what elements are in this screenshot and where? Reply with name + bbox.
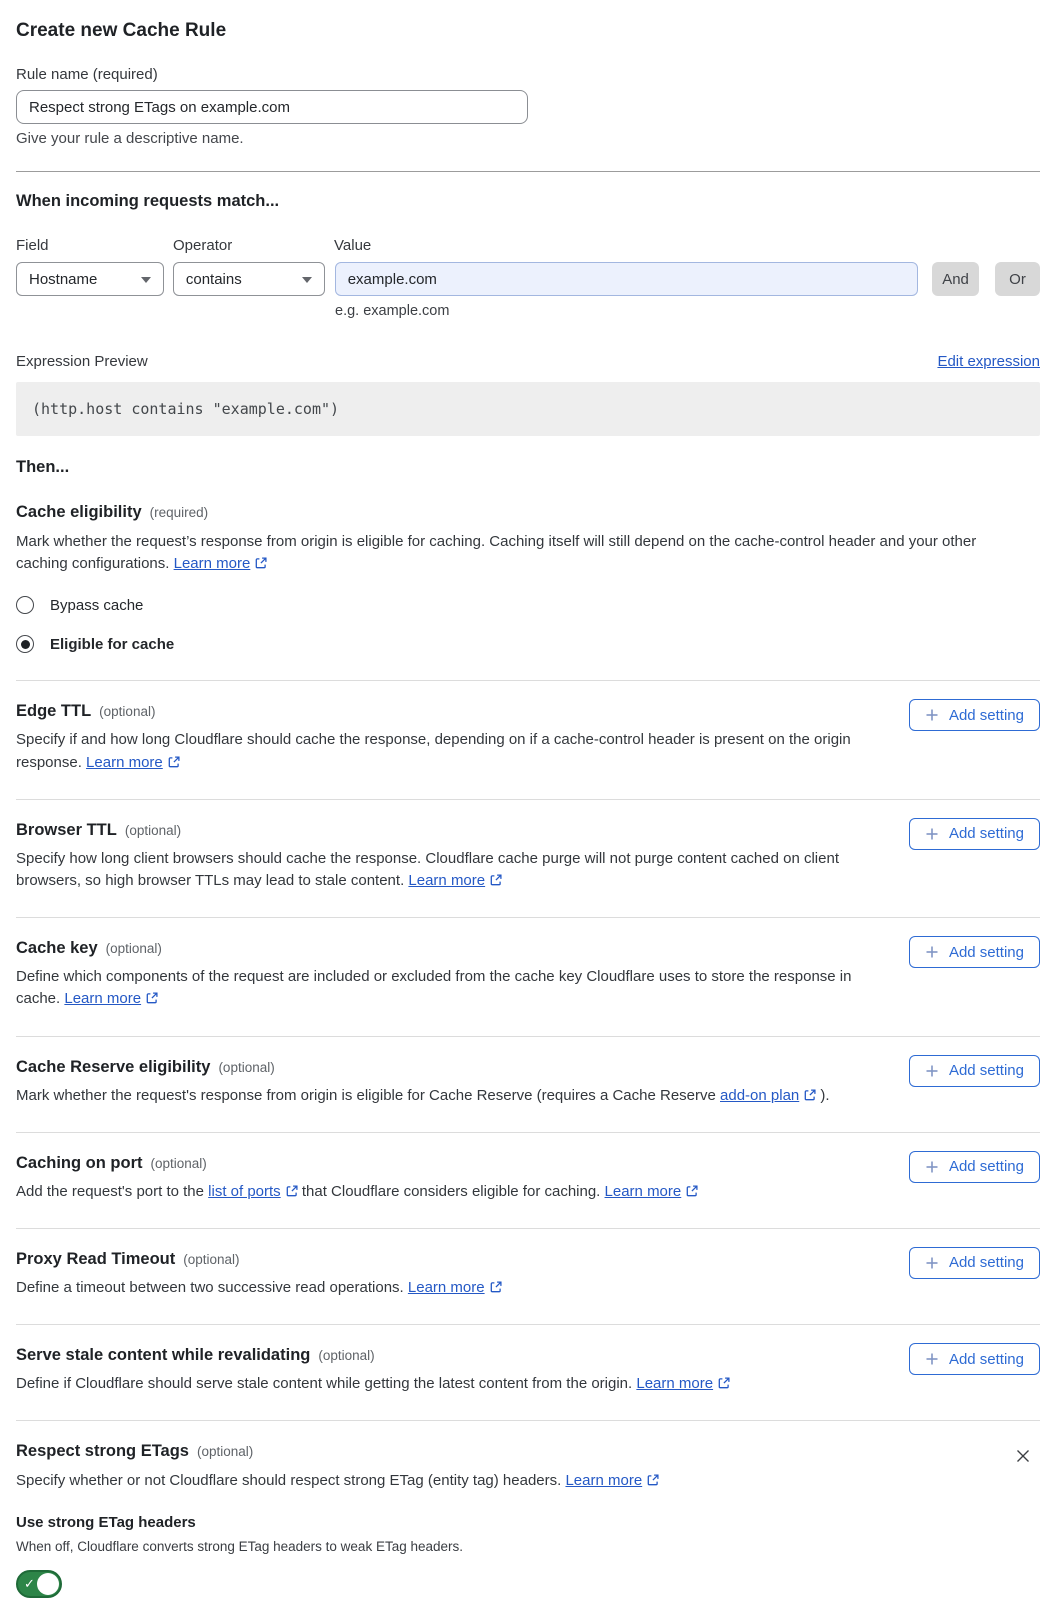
add-setting-label: Add setting	[948, 1062, 1024, 1079]
cache-eligibility-options	[16, 596, 1040, 653]
plus-icon	[925, 945, 939, 959]
rule-name-input[interactable]	[16, 90, 528, 124]
setting-title: Cache key	[16, 939, 98, 958]
strong-etag-toggle[interactable]	[16, 1570, 62, 1598]
description-text: Add the request's port to the	[16, 1182, 209, 1200]
add-setting-label: Add setting	[948, 943, 1024, 961]
setting-description	[16, 1181, 876, 1203]
description-text: Define which components of the request are included or excluded from the cache key Cloudflare uses to store the response in cache.	[16, 968, 852, 1008]
setting-title: Edge TTL	[16, 702, 92, 721]
learn-more-link[interactable]: Learn more	[64, 990, 158, 1007]
setting-description	[16, 1085, 876, 1107]
add-setting-button[interactable]	[909, 818, 1040, 850]
external-link-icon	[255, 557, 267, 569]
value-input[interactable]	[335, 262, 918, 296]
setting-row-serve-stale-content-while-revalidating	[16, 1324, 1040, 1420]
then-heading: Then...	[16, 458, 70, 476]
field-select[interactable]	[16, 262, 164, 296]
learn-more-link[interactable]: Learn more	[174, 555, 268, 572]
external-link-icon	[286, 1185, 298, 1197]
plus-icon	[925, 827, 939, 841]
add-setting-label: Add setting	[948, 825, 1024, 843]
cache-eligibility-tag: (required)	[149, 505, 209, 520]
chevron-down-icon	[141, 277, 151, 283]
setting-tag: (optional)	[318, 1348, 375, 1364]
field-select-value: Hostname	[29, 270, 98, 288]
match-condition-row	[16, 262, 1040, 296]
plus-icon	[925, 1064, 939, 1078]
description-text: Mark whether the request’s response from origin is eligible for caching. Caching itself will still depend on the cache-control header and your other caching configurations.	[16, 533, 977, 573]
rule-name-helper: Give your rule a descriptive name.	[16, 130, 244, 147]
setting-row-cache-reserve-eligibility	[16, 1036, 1040, 1132]
cache-eligibility-section	[16, 503, 1040, 653]
setting-row-caching-on-port	[16, 1132, 1040, 1228]
external-link-icon	[647, 1474, 659, 1486]
description-text: Define a timeout between two successive read operations.	[16, 1278, 408, 1296]
plus-icon	[925, 708, 939, 722]
add-setting-label: Add setting	[948, 706, 1024, 724]
etags-subheading: Use strong ETag headers	[16, 1514, 196, 1532]
learn-more-link[interactable]: Learn more	[636, 1375, 730, 1392]
chevron-down-icon	[302, 277, 312, 283]
plus-icon	[925, 1256, 939, 1270]
radio-dot	[21, 640, 30, 649]
radio-unselected-icon	[16, 596, 34, 614]
learn-more-link[interactable]: Learn more	[408, 1279, 502, 1296]
field-label: Field	[16, 237, 49, 254]
add-on-plan-link[interactable]: add-on plan	[720, 1087, 816, 1104]
expression-preview-label: Expression Preview	[16, 353, 148, 370]
setting-tag: (optional)	[105, 941, 162, 957]
add-setting-button[interactable]	[909, 936, 1040, 968]
value-label: Value	[334, 237, 372, 254]
setting-description	[16, 848, 876, 892]
optional-settings-list	[16, 680, 1040, 1420]
divider	[16, 171, 1040, 172]
add-setting-button[interactable]	[909, 1151, 1040, 1183]
external-link-icon	[718, 1377, 730, 1389]
setting-description	[16, 966, 876, 1010]
respect-strong-etags-section	[16, 1420, 1040, 1598]
or-button[interactable]: Or	[995, 262, 1040, 296]
description-text: Specify if and how long Cloudflare should cache the response, depending on if a cache-control header is present on the origin response.	[16, 731, 851, 771]
setting-row-browser-ttl	[16, 799, 1040, 917]
operator-select-value: contains	[185, 270, 242, 288]
setting-row-edge-ttl	[16, 680, 1040, 798]
setting-row-cache-key	[16, 917, 1040, 1035]
rule-name-label: Rule name (required)	[16, 66, 158, 83]
radio-selected-icon	[16, 635, 34, 653]
match-column-labels	[16, 237, 1040, 254]
description-text: Specify how long client browsers should cache the response. Cloudflare cache purge will not purge content cached on client browsers, so high browser TTLs may lead to stale content.	[16, 849, 839, 889]
setting-description	[16, 1373, 876, 1395]
description-text: Specify whether or not Cloudflare should respect strong ETag (entity tag) headers.	[16, 1472, 566, 1490]
add-setting-button[interactable]	[909, 1055, 1040, 1087]
description-text: Mark whether the request's response from origin is eligible for Cache Reserve (requires a Cache Reserve	[16, 1086, 721, 1104]
setting-description	[16, 729, 876, 773]
setting-title: Serve stale content while revalidating	[16, 1346, 311, 1365]
radio-option-label: Eligible for cache	[50, 635, 175, 653]
value-helper: e.g. example.com	[335, 303, 450, 319]
radio-option-label: Bypass cache	[50, 596, 144, 614]
learn-more-link[interactable]: Learn more	[605, 1183, 699, 1200]
setting-title: Proxy Read Timeout	[16, 1249, 176, 1268]
match-heading: When incoming requests match...	[16, 192, 280, 210]
etags-note: When off, Cloudflare converts strong ETag headers to weak ETag headers.	[16, 1539, 464, 1555]
setting-tag: (optional)	[150, 1155, 207, 1171]
add-setting-button[interactable]	[909, 1343, 1040, 1375]
description-text: ).	[816, 1086, 830, 1104]
add-setting-label: Add setting	[948, 1158, 1024, 1176]
operator-select[interactable]	[173, 262, 325, 296]
setting-title: Caching on port	[16, 1153, 143, 1172]
add-setting-label: Add setting	[948, 1350, 1024, 1368]
and-button[interactable]: And	[932, 262, 979, 296]
list-of-ports-link[interactable]: list of ports	[208, 1183, 298, 1200]
setting-title: Browser TTL	[16, 820, 117, 839]
setting-tag: (optional)	[183, 1251, 240, 1267]
cache-eligibility-description	[16, 531, 1028, 575]
setting-tag: (optional)	[218, 1059, 275, 1075]
close-icon[interactable]	[1012, 1445, 1034, 1470]
cache-eligibility-title: Cache eligibility	[16, 503, 142, 521]
description-text: Define if Cloudflare should serve stale content while getting the latest content from the origin.	[16, 1375, 637, 1393]
external-link-icon	[168, 756, 180, 768]
radio-option-eligible-for-cache[interactable]	[16, 635, 1040, 653]
learn-more-link[interactable]: Learn more	[408, 872, 502, 889]
add-setting-button[interactable]	[909, 1247, 1040, 1279]
setting-description	[16, 1277, 876, 1299]
learn-more-link[interactable]: Learn more	[565, 1472, 659, 1489]
expression-preview-code: (http.host contains "example.com")	[16, 382, 1040, 436]
setting-row-proxy-read-timeout	[16, 1228, 1040, 1324]
setting-tag: (optional)	[124, 822, 182, 838]
external-link-icon	[146, 992, 158, 1004]
add-setting-label: Add setting	[948, 1254, 1024, 1272]
external-link-icon	[490, 1281, 502, 1293]
edit-expression-link[interactable]: Edit expression	[937, 353, 1040, 370]
external-link-icon	[804, 1089, 816, 1101]
page-title: Create new Cache Rule	[16, 20, 227, 41]
operator-label: Operator	[173, 237, 233, 254]
add-setting-button[interactable]	[909, 699, 1040, 731]
toggle-knob	[37, 1573, 59, 1595]
external-link-icon	[686, 1185, 698, 1197]
etags-description	[16, 1470, 1028, 1492]
setting-tag: (optional)	[99, 704, 156, 720]
description-text: that Cloudflare considers eligible for caching.	[297, 1182, 605, 1200]
setting-title: Cache Reserve eligibility	[16, 1057, 211, 1076]
etags-title: Respect strong ETags	[16, 1442, 189, 1461]
checkmark-icon: ✓	[24, 1576, 35, 1592]
learn-more-link[interactable]: Learn more	[86, 754, 180, 771]
radio-option-bypass-cache[interactable]	[16, 596, 1040, 614]
plus-icon	[925, 1352, 939, 1366]
etags-tag: (optional)	[196, 1444, 254, 1460]
plus-icon	[925, 1160, 939, 1174]
external-link-icon	[490, 874, 502, 886]
